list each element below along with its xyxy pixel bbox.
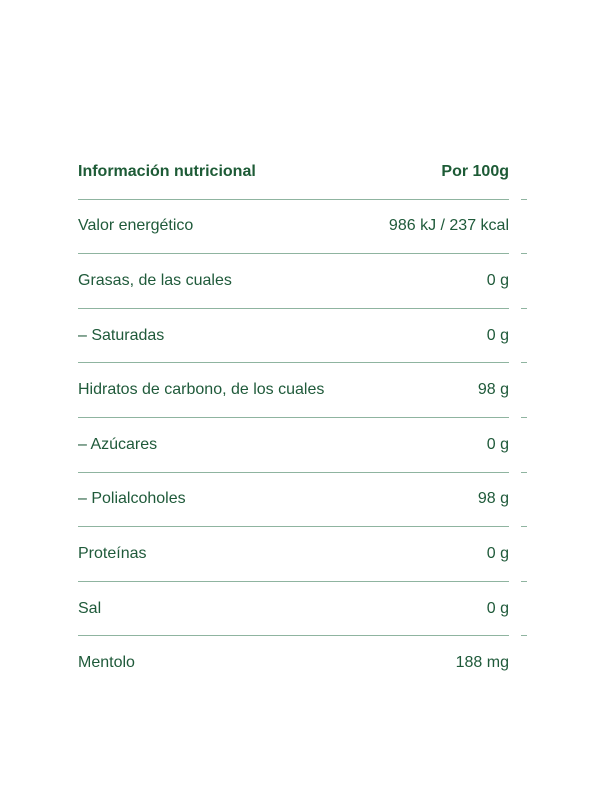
- nutrition-row-salt: [78, 582, 509, 636]
- row-label: Valor energético: [78, 217, 194, 235]
- row-label: – Polialcoholes: [78, 490, 186, 508]
- nutrition-header-row: [78, 145, 509, 199]
- row-label: – Azúcares: [78, 435, 158, 453]
- nutrition-row-saturated: [78, 309, 509, 363]
- nutrition-row-sugars: [78, 418, 509, 472]
- nutrition-row-menthol: [78, 636, 509, 690]
- row-label: Sal: [78, 599, 102, 617]
- row-label: Mentolo: [78, 654, 135, 672]
- row-value: 0 g: [486, 326, 509, 344]
- row-value: 98 g: [477, 381, 509, 399]
- header-label: Información nutricional: [78, 162, 256, 180]
- nutrition-row-carbohydrates: [78, 363, 509, 417]
- row-value: 0 g: [486, 435, 509, 453]
- nutrition-row-polyols: [78, 473, 509, 527]
- nutrition-row-fat: [78, 254, 509, 308]
- nutrition-row-energy: [78, 200, 509, 254]
- row-label: Proteínas: [78, 544, 147, 562]
- row-label: – Saturadas: [78, 326, 165, 344]
- row-value: 986 kJ / 237 kcal: [388, 217, 509, 235]
- row-label: Grasas, de las cuales: [78, 271, 232, 289]
- row-value: 0 g: [486, 271, 509, 289]
- row-value: 188 mg: [455, 654, 509, 672]
- nutrition-table: [78, 145, 527, 690]
- header-value: Por 100g: [441, 162, 509, 180]
- row-value: 0 g: [486, 599, 509, 617]
- row-value: 0 g: [486, 544, 509, 562]
- row-label: Hidratos de carbono, de los cuales: [78, 381, 325, 399]
- nutrition-row-protein: [78, 527, 509, 581]
- row-value: 98 g: [477, 490, 509, 508]
